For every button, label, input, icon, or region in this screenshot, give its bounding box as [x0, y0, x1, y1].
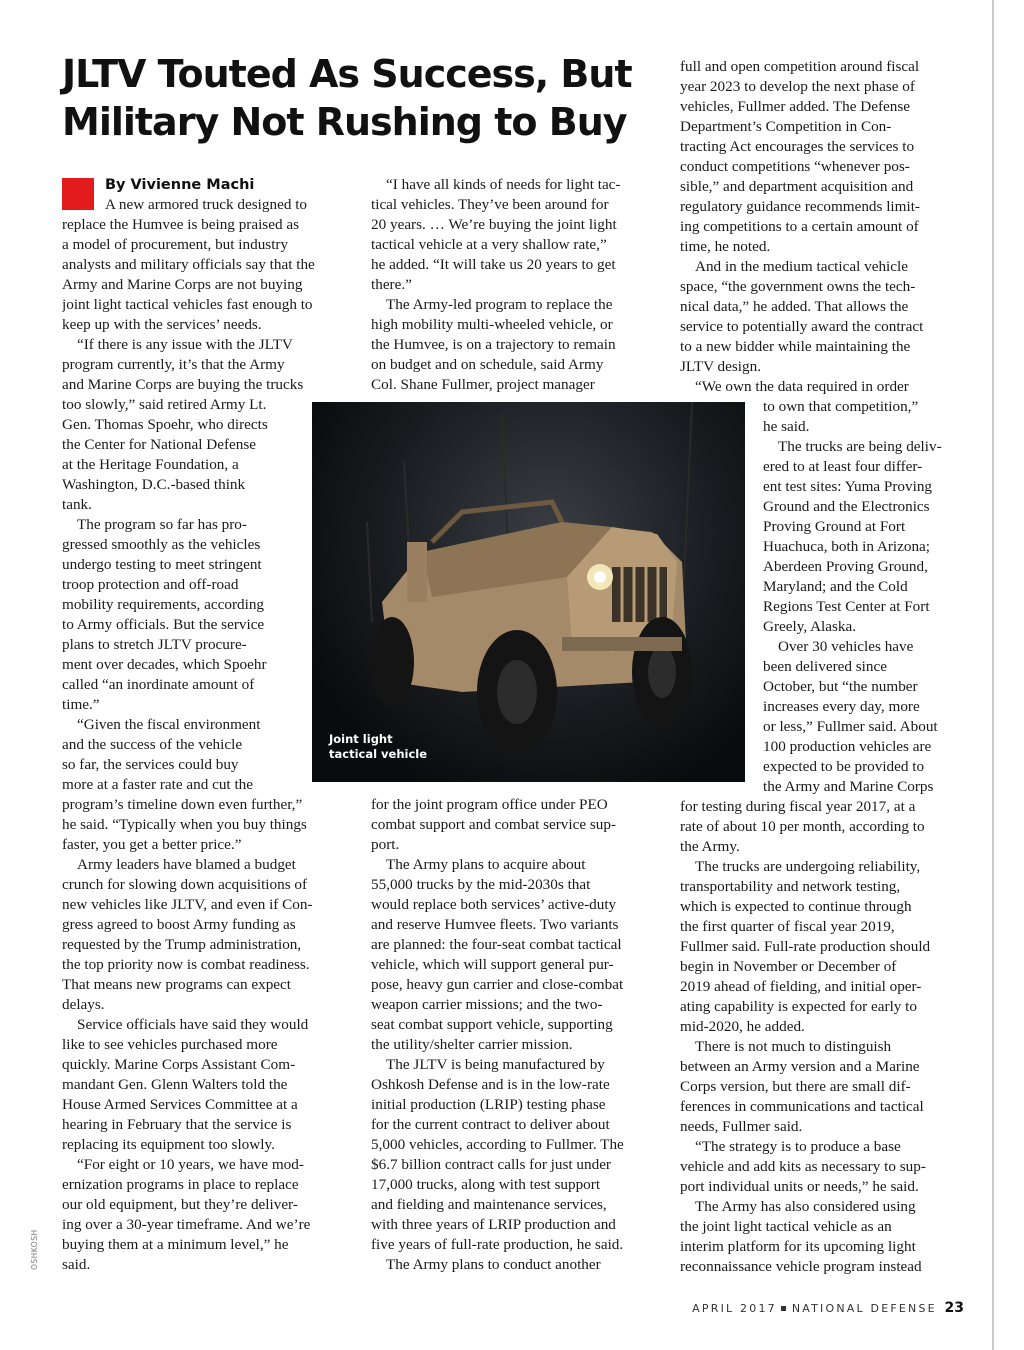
text-line: “The strategy is to produce a base — [695, 1138, 901, 1155]
text-line: 100 production vehicles are — [763, 738, 932, 755]
text-line: initial production (LRIP) testing phase — [371, 1096, 606, 1113]
text-line: “If there is any issue with the JLTV — [77, 336, 293, 353]
text-line: 5,000 vehicles, according to Fullmer. The — [371, 1136, 624, 1153]
text-line: Corps version, but there are small dif- — [680, 1078, 911, 1095]
text-line: October, but “the number — [763, 678, 918, 695]
text-line: That means new programs can expect — [62, 976, 291, 993]
text-line: Over 30 vehicles have — [778, 638, 914, 655]
text-line: JLTV design. — [680, 358, 762, 375]
red-marker-box — [62, 178, 94, 210]
text-line: nical data,” he added. That allows the — [680, 298, 909, 315]
text-line: increases every day, more — [763, 698, 920, 715]
text-line: so far, the services could buy — [62, 756, 239, 773]
text-line: analysts and military officials say that the — [62, 256, 315, 273]
text-line: Col. Shane Fullmer, project manager — [371, 376, 595, 393]
text-line: program’s timeline down even further,” — [62, 796, 303, 813]
text-line: there.” — [371, 276, 412, 293]
text-line: delays. — [62, 996, 105, 1013]
page-number: 23 — [944, 1300, 964, 1316]
text-line: begin in November or December of — [680, 958, 897, 975]
text-line: Greely, Alaska. — [763, 618, 857, 635]
text-line: and Marine Corps are buying the trucks — [62, 376, 304, 393]
byline: By Vivienne Machi — [105, 177, 255, 193]
text-line: “I have all kinds of needs for light tac- — [386, 176, 621, 193]
text-line: ernization programs in place to replace — [62, 1176, 299, 1193]
text-line: or less,” Fullmer said. About — [763, 718, 938, 735]
text-line: The JLTV is being manufactured by — [386, 1056, 605, 1073]
text-line: which is expected to continue through — [680, 898, 912, 915]
caption-line: tactical vehicle — [329, 747, 428, 761]
text-line: Aberdeen Proving Ground, — [763, 558, 928, 575]
text-line: high mobility multi-wheeled vehicle, or — [371, 316, 613, 333]
text-line: expected to be provided to — [763, 758, 925, 775]
text-line: rate of about 10 per month, according to — [680, 818, 925, 835]
text-line: Maryland; and the Cold — [763, 578, 908, 595]
text-line: quickly. Marine Corps Assistant Com- — [62, 1056, 296, 1073]
text-line: between an Army version and a Marine — [680, 1058, 920, 1075]
text-line: regulatory guidance recommends limit- — [680, 198, 920, 215]
text-line: Proving Ground at Fort — [763, 518, 906, 535]
footer-separator-bullet — [781, 1306, 786, 1311]
text-line: ing over a 30-year timeframe. And we’re — [62, 1216, 311, 1233]
page-edge — [992, 0, 994, 1350]
text-line: And in the medium tactical vehicle — [695, 258, 908, 275]
caption-line: Joint light — [329, 732, 393, 746]
text-line: the top priority now is combat readiness. — [62, 956, 310, 973]
text-line: ment over decades, which Spoehr — [62, 656, 267, 673]
text-line: combat support and combat service sup- — [371, 816, 617, 833]
text-line: year 2023 to develop the next phase of — [680, 78, 915, 95]
text-line: port individual units or needs,” he said. — [680, 1178, 919, 1195]
text-line: plans to stretch JLTV procure- — [62, 636, 247, 653]
text-line: the Humvee, is on a trajectory to remain — [371, 336, 616, 353]
text-line: been delivered since — [763, 658, 887, 675]
text-line: “Given the fiscal environment — [77, 716, 261, 733]
text-line: The Army has also considered using — [695, 1198, 916, 1215]
text-line: The Army plans to conduct another — [386, 1256, 601, 1273]
footer-issue: APRIL 2017 — [692, 1302, 777, 1315]
text-line: vehicle and add kits as necessary to sup- — [680, 1158, 926, 1175]
text-line: ing competitions to a certain amount of — [680, 218, 919, 235]
text-line: Regions Test Center at Fort — [763, 598, 930, 615]
text-line: Service officials have said they would — [77, 1016, 309, 1033]
text-line: space, “the government owns the tech- — [680, 278, 916, 295]
text-line: transportability and network testing, — [680, 878, 901, 895]
text-line: mandant Gen. Glenn Walters told the — [62, 1076, 288, 1093]
text-line: Fullmer said. Full-rate production should — [680, 938, 931, 955]
text-line: to own that competition,” — [763, 398, 919, 415]
text-line: the Army and Marine Corps — [763, 778, 934, 795]
headline — [62, 50, 662, 146]
text-line: would replace both services’ active-duty — [371, 896, 617, 913]
text-line: the Army. — [680, 838, 740, 855]
text-line: service to potentially award the contract — [680, 318, 924, 335]
text-line: joint light tactical vehicles fast enough to — [62, 296, 313, 313]
jltv-photo — [312, 402, 745, 782]
text-line: Huachuca, both in Arizona; — [763, 538, 931, 555]
text-line: to a new bidder while maintaining the — [680, 338, 911, 355]
text-line: replacing its equipment too slowly. — [62, 1136, 275, 1153]
text-line: Army and Marine Corps are not buying — [62, 276, 303, 293]
text-line: the utility/shelter carrier mission. — [371, 1036, 573, 1053]
text-line: weapon carrier missions; and the two- — [371, 996, 603, 1013]
text-line: Ground and the Electronics — [763, 498, 930, 515]
footer-publication: NATIONAL DEFENSE — [791, 1302, 937, 1315]
text-line: he said. — [763, 418, 810, 435]
text-line: “For eight or 10 years, we have mod- — [77, 1156, 304, 1173]
text-line: “We own the data required in order — [695, 378, 909, 395]
text-line: ent test sites: Yuma Proving — [763, 478, 933, 495]
text-line: are planned: the four-seat combat tactical — [371, 936, 622, 953]
text-line: ered to at least four differ- — [763, 458, 923, 475]
text-line: conduct competitions “whenever pos- — [680, 158, 910, 175]
jltv-vehicle-illustration — [312, 402, 745, 782]
text-line: more at a faster rate and cut the — [62, 776, 254, 793]
text-line: pose, heavy gun carrier and close-combat — [371, 976, 624, 993]
text-line: troop protection and off-road — [62, 576, 239, 593]
text-line: time.” — [62, 696, 100, 713]
text-line: too slowly,” said retired Army Lt. — [62, 396, 267, 413]
text-line: mobility requirements, according — [62, 596, 265, 613]
text-line: for testing during fiscal year 2017, at a — [680, 798, 916, 815]
text-line: our old equipment, but they’re deliver- — [62, 1196, 298, 1213]
text-line: for the current contract to deliver about — [371, 1116, 610, 1133]
text-line: a model of procurement, but industry — [62, 236, 289, 253]
text-line: program currently, it’s that the Army — [62, 356, 285, 373]
text-line: replace the Humvee is being praised as — [62, 216, 300, 233]
text-line: The trucks are being deliv- — [778, 438, 942, 455]
text-line: crunch for slowing down acquisitions of — [62, 876, 308, 893]
text-line: sible,” and department acquisition and — [680, 178, 914, 195]
photo-credit: OSHKOSH — [30, 1229, 39, 1270]
text-line: buying them at a minimum level,” he — [62, 1236, 289, 1253]
text-line: A new armored truck designed to — [105, 196, 308, 213]
text-line: tracting Act encourages the services to — [680, 138, 915, 155]
text-line: with three years of LRIP production and — [371, 1216, 616, 1233]
text-line: he added. “It will take us 20 years to get — [371, 256, 616, 273]
text-line: The Army-led program to replace the — [386, 296, 613, 313]
text-line: needs, Fullmer said. — [680, 1118, 803, 1135]
text-line: hearing in February that the service is — [62, 1116, 292, 1133]
text-line: 2019 ahead of fielding, and initial oper- — [680, 978, 922, 995]
text-line: and reserve Humvee fleets. Two variants — [371, 916, 619, 933]
text-line: on budget and on schedule, said Army — [371, 356, 604, 373]
text-line: There is not much to distinguish — [695, 1038, 892, 1055]
text-line: full and open competition around fiscal — [680, 58, 920, 75]
column-2-top — [371, 175, 656, 395]
text-line: mid-2020, he added. — [680, 1018, 805, 1035]
text-line: to Army officials. But the service — [62, 616, 265, 633]
text-line: like to see vehicles purchased more — [62, 1036, 278, 1053]
page-footer — [692, 1300, 964, 1316]
text-line: tical vehicles. They’ve been around for — [371, 196, 609, 213]
text-line: for the joint program office under PEO — [371, 796, 608, 813]
text-line: requested by the Trump administration, — [62, 936, 302, 953]
text-line: said. — [62, 1256, 91, 1273]
text-line: Oshkosh Defense and is in the low-rate — [371, 1076, 610, 1093]
text-line: new vehicles like JLTV, and even if Con- — [62, 896, 313, 913]
text-line: at the Heritage Foundation, a — [62, 456, 239, 473]
text-line: Washington, D.C.-based think — [62, 476, 246, 493]
text-line: called “an inordinate amount of — [62, 676, 255, 693]
text-line: the Center for National Defense — [62, 436, 256, 453]
text-line: vehicle, which will support general pur- — [371, 956, 614, 973]
text-line: port. — [371, 836, 400, 853]
text-line: tactical vehicle at a very shallow rate,” — [371, 236, 607, 253]
text-line: undergo testing to meet stringent — [62, 556, 262, 573]
text-line: gress agreed to boost Army funding as — [62, 916, 296, 933]
text-line: The trucks are undergoing reliability, — [695, 858, 921, 875]
text-line: tank. — [62, 496, 92, 513]
text-line: 55,000 trucks by the mid-2030s that — [371, 876, 591, 893]
text-line: Department’s Competition in Con- — [680, 118, 892, 135]
text-line: and the success of the vehicle — [62, 736, 243, 753]
text-line: The Army plans to acquire about — [386, 856, 586, 873]
byline-row — [62, 175, 347, 195]
headline-line: JLTV Touted As Success, But — [62, 52, 632, 96]
text-line: House Armed Services Committee at a — [62, 1096, 298, 1113]
text-line: ferences in communications and tactical — [680, 1098, 924, 1115]
text-line: interim platform for its upcoming light — [680, 1238, 916, 1255]
text-line: the joint light tactical vehicle as an — [680, 1218, 892, 1235]
headline-line: Military Not Rushing to Buy — [62, 100, 627, 144]
text-line: Army leaders have blamed a budget — [77, 856, 296, 873]
text-line: The program so far has pro- — [77, 516, 247, 533]
column-1 — [62, 175, 347, 1275]
text-line: vehicles, Fullmer added. The Defense — [680, 98, 910, 115]
text-line: five years of full-rate production, he said. — [371, 1236, 624, 1253]
text-line: the first quarter of fiscal year 2019, — [680, 918, 895, 935]
text-line: Gen. Thomas Spoehr, who directs — [62, 416, 268, 433]
text-line: faster, you get a better price.” — [62, 836, 242, 853]
text-line: ating capability is expected for early to — [680, 998, 918, 1015]
text-line: 17,000 trucks, along with test support — [371, 1176, 601, 1193]
column-2-bottom — [371, 795, 656, 1275]
text-line: and fielding and maintenance services, — [371, 1196, 607, 1213]
text-line: gressed smoothly as the vehicles — [62, 536, 261, 553]
text-line: he said. “Typically when you buy things — [62, 816, 307, 833]
text-line: seat combat support vehicle, supporting — [371, 1016, 613, 1033]
text-line: time, he noted. — [680, 238, 771, 255]
text-line: $6.7 billion contract calls for just under — [371, 1156, 611, 1173]
text-line: 20 years. … We’re buying the joint light — [371, 216, 617, 233]
text-line: keep up with the services’ needs. — [62, 316, 262, 333]
text-line: reconnaissance vehicle program instead — [680, 1258, 922, 1275]
photo-caption — [329, 732, 427, 762]
